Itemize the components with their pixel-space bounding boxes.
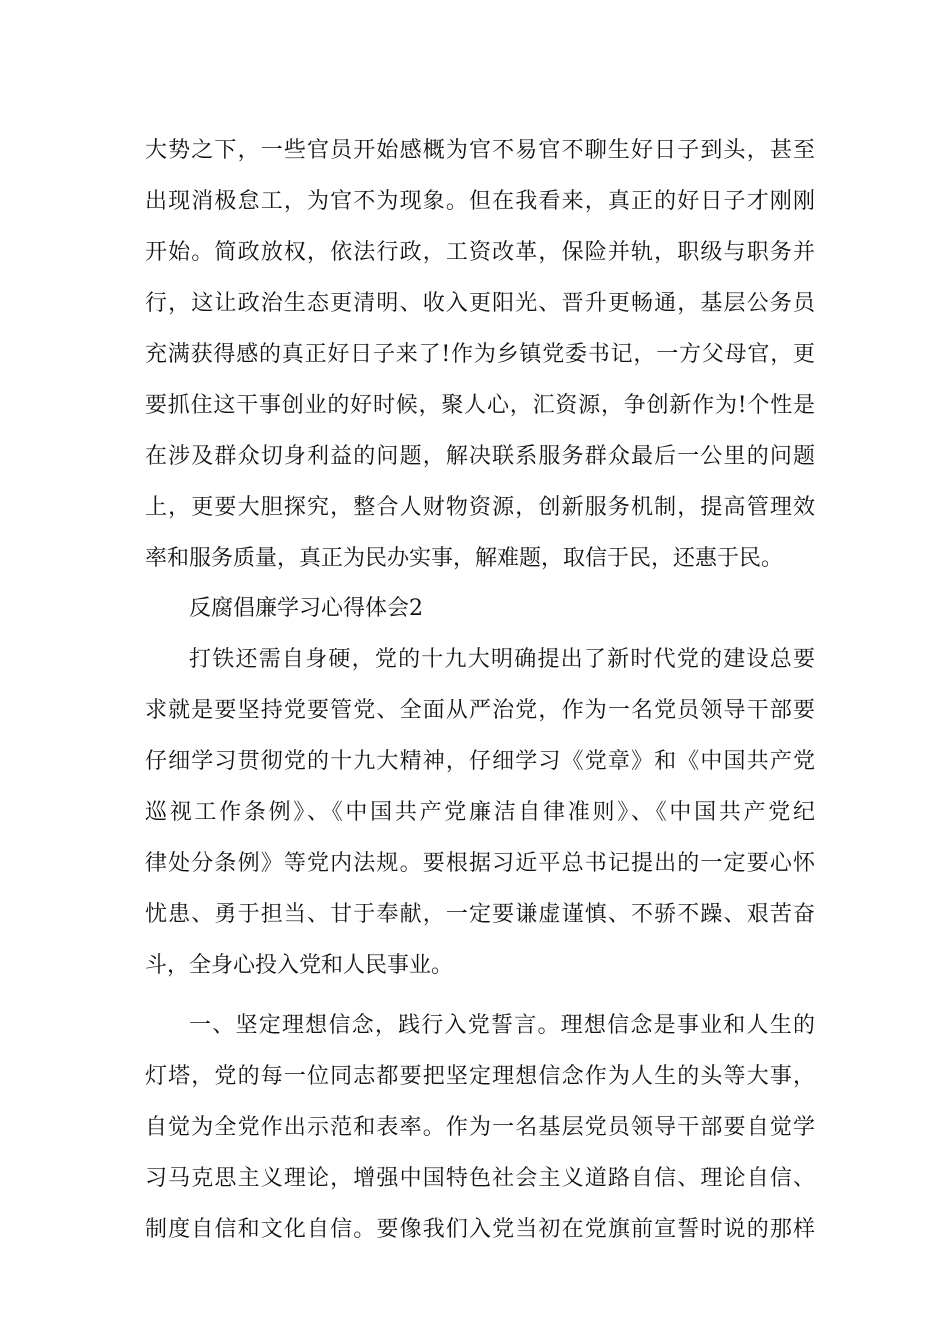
paragraph-1-line-7: 在涉及群众切身利益的问题，解决联系服务群众最后一公里的问题 bbox=[145, 444, 815, 469]
paragraph-1-line-3: 开始。简政放权，依法行政，工资改革，保险并轨，职级与职务并 bbox=[145, 240, 815, 265]
paragraph-2-line-4: 巡视工作条例》、《中国共产党廉洁自律准则》、《中国共产党纪 bbox=[145, 800, 815, 825]
paragraph-1-line-6: 要抓住这干事创业的好时候，聚人心，汇资源，争创新作为!个性是 bbox=[145, 393, 815, 418]
paragraph-3-line-2: 灯塔，党的每一位同志都要把坚定理想信念作为人生的头等大事， bbox=[145, 1064, 815, 1089]
paragraph-1-line-5: 充满获得感的真正好日子来了!作为乡镇党委书记，一方父母官，更 bbox=[145, 342, 815, 367]
paragraph-2-line-2: 求就是要坚持党要管党、全面从严治党，作为一名党员领导干部要 bbox=[145, 698, 815, 723]
paragraph-1-line-8: 上，更要大胆探究，整合人财物资源，创新服务机制，提高管理效 bbox=[145, 495, 815, 520]
section-heading: 反腐倡廉学习心得体会2 bbox=[189, 596, 423, 621]
paragraph-2-line-6: 忧患、勇于担当、甘于奉献，一定要谦虚谨慎、不骄不躁、艰苦奋 bbox=[145, 902, 815, 927]
paragraph-1-line-4: 行，这让政治生态更清明、收入更阳光、晋升更畅通，基层公务员 bbox=[145, 291, 815, 316]
paragraph-3-line-3: 自觉为全党作出示范和表率。作为一名基层党员领导干部要自觉学 bbox=[145, 1115, 815, 1140]
paragraph-3-line-4: 习马克思主义理论，增强中国特色社会主义道路自信、理论自信、 bbox=[145, 1166, 815, 1191]
paragraph-1-line-9: 率和服务质量，真正为民办实事，解难题，取信于民，还惠于民。 bbox=[145, 546, 784, 571]
paragraph-2-line-5: 律处分条例》等党内法规。要根据习近平总书记提出的一定要心怀 bbox=[145, 851, 815, 876]
paragraph-2-line-7: 斗，全身心投入党和人民事业。 bbox=[145, 953, 454, 978]
paragraph-3-line-5: 制度自信和文化自信。要像我们入党当初在党旗前宣誓时说的那样 bbox=[145, 1217, 815, 1242]
paragraph-1-line-1: 大势之下，一些官员开始感概为官不易官不聊生好日子到头，甚至 bbox=[145, 138, 815, 163]
paragraph-2-line-3: 仔细学习贯彻党的十九大精神，仔细学习《党章》和《中国共产党 bbox=[145, 749, 815, 774]
paragraph-3-line-1: 一、坚定理想信念，践行入党誓言。理想信念是事业和人生的 bbox=[189, 1013, 815, 1038]
paragraph-1-line-2: 出现消极怠工，为官不为现象。但在我看来，真正的好日子才刚刚 bbox=[145, 189, 815, 214]
paragraph-2-line-1: 打铁还需自身硬，党的十九大明确提出了新时代党的建设总要 bbox=[189, 647, 815, 672]
